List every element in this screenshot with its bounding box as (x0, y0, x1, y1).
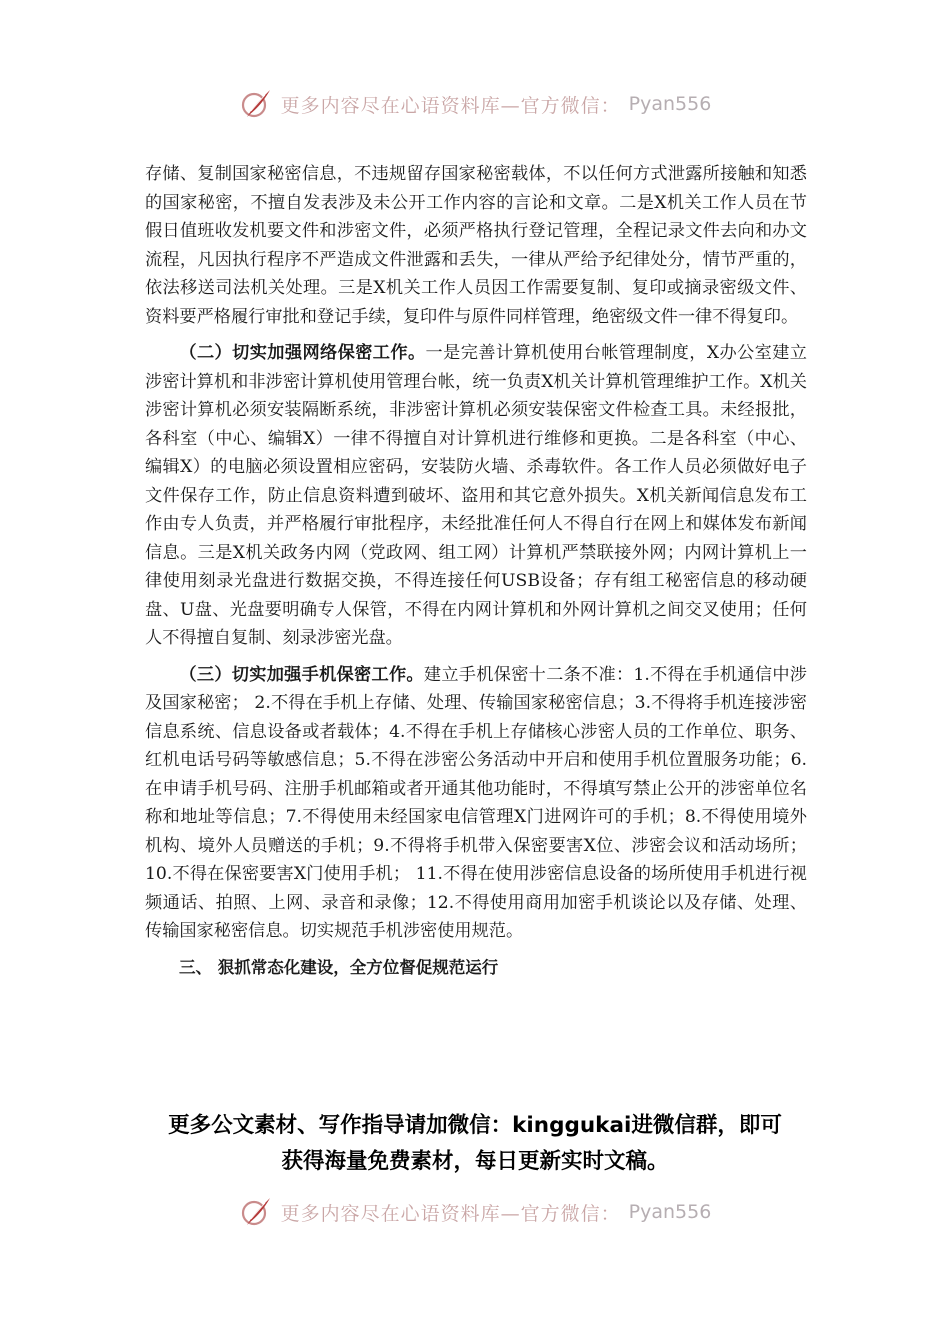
watermark-wechat-id: Pyan556 (628, 93, 712, 115)
paragraph-continuation: 存储、复制国家秘密信息，不违规留存国家秘密载体，不以任何方式泄露所接触和知悉的国家秘密，不擅自发表涉及未公开工作内容的言论和文章。二是X机关工作人员在节假日值班收发机要文件和涉密文件，必须严格执行登记管理，全程记录文件去向和办文流程，凡因执行程序不严造成文件泄露和丢失，一律从严给予纪律处分，情节严重的，依法移送司法机关处理。三是X机关工作人员因工作需要复制、复印或摘录密级文件、资料要严格履行审批和登记手续，复印件与原件同样管理，绝密级文件一律不得复印。 (145, 164, 807, 327)
promo-banner (110, 1108, 840, 1180)
heading-phone-security: （三）切实加强手机保密工作。 (179, 664, 424, 685)
watermark-footer (0, 1192, 950, 1232)
promo-line-1: 更多公文素材、写作指导请加微信：kinggukai进微信群，即可 (168, 1113, 782, 1138)
feather-logo-icon (239, 87, 273, 121)
watermark-text: 更多内容尽在心语资料库—官方微信： (280, 1202, 621, 1225)
section-heading-three: 三、 狠抓常态化建设，全方位督促规范运行 (179, 957, 499, 977)
paragraph-phone-security (145, 661, 807, 946)
feather-logo-icon (239, 1195, 273, 1229)
paragraph-network-security (145, 339, 807, 653)
watermark-header (0, 84, 950, 124)
body-network-security: 一是完善计算机使用台帐管理制度，X办公室建立涉密计算机和非涉密计算机使用管理台帐，统一负责X机关计算机管理维护工作。X机关涉密计算机必须安装隔断系统，非涉密计算机必须安装保密文件检查工具。未经报批，各科室（中心、编辑X）一律不得擅自对计算机进行维修和更换。二是各科室（中心、编辑X）的电脑必须设置相应密码，安装防火墙、杀毒软件。各工作人员必须做好电子文件保存工作，防止信息资料遭到破坏、盗用和其它意外损失。X机关新闻信息发布工作由专人负责，并严格履行审批程序，未经批准任何人不得自行在网上和媒体发布新闻信息。三是X机关政务内网（党政网、组工网）计算机严禁联接外网；内网计算机上一律使用刻录光盘进行数据交换，不得连接任何USB设备；存有组工秘密信息的移动硬盘、U盘、光盘要明确专人保管，不得在内网计算机和外网计算机之间交叉使用；任何人不得擅自复制、刻录涉密光盘。 (145, 343, 807, 648)
promo-line-2: 获得海量免费素材，每日更新实时文稿。 (281, 1149, 669, 1174)
watermark-text: 更多内容尽在心语资料库—官方微信： (280, 94, 621, 117)
watermark-wechat-id: Pyan556 (628, 1201, 712, 1223)
body-phone-security: 建立手机保密十二条不准：1.不得在手机通信中涉及国家秘密； 2.不得在手机上存储、处理、传输国家秘密信息；3.不得将手机连接涉密信息系统、信息设备或者载体；4.不得在手机上存储核心涉密人员的工作单位、职务、红机电话号码等敏感信息；5.不得在涉密公务活动中开启和使用手机位置服务功能；6.在申请手机号码、注册手机邮箱或者开通其他功能时，不得填写禁止公开的涉密单位名称和地址等信息；7.不得使用未经国家电信管理X门进网许可的手机；8.不得使用境外机构、境外人员赠送的手机；9.不得将手机带入保密要害X位、涉密会议和活动场所；10.不得在保密要害X门使用手机； 11.不得在使用涉密信息设备的场所使用手机进行视频通话、拍照、上网、录音和录像；12.不得使用商用加密手机谈论以及存储、处理、传输国家秘密信息。切实规范手机涉密使用规范。 (145, 664, 807, 941)
document-body (145, 160, 807, 982)
heading-network-security: （二）切实加强网络保密工作。 (179, 343, 426, 363)
